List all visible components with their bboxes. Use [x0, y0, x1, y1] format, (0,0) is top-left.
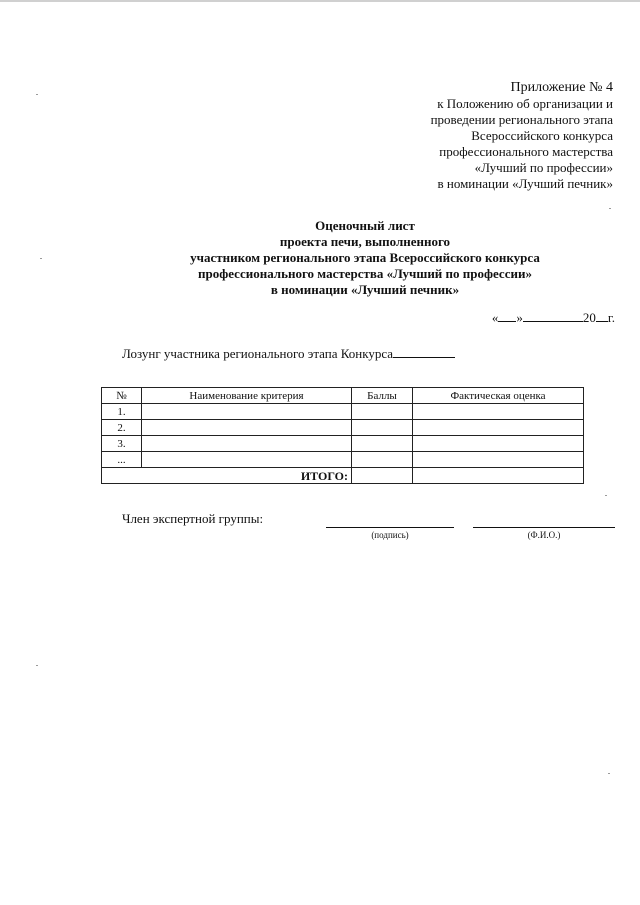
table-row	[102, 420, 584, 436]
actual-score-cell[interactable]	[413, 404, 584, 420]
points-cell[interactable]	[352, 404, 413, 420]
total-label: ИТОГО:	[142, 468, 352, 484]
points-cell[interactable]	[352, 436, 413, 452]
date-close-quote: »	[516, 310, 523, 325]
expert-label: Член экспертной группы:	[122, 511, 264, 526]
actual-score-cell[interactable]	[413, 452, 584, 468]
criterion-cell[interactable]	[142, 404, 352, 420]
table-row	[102, 404, 584, 420]
appendix-line: Всероссийского конкурса	[471, 128, 613, 143]
row-number: 1.	[102, 404, 142, 420]
row-number: 2.	[102, 420, 142, 436]
appendix-line: к Положению об организации и	[437, 96, 613, 111]
scan-edge-line	[0, 0, 640, 2]
appendix-line: проведении регионального этапа	[430, 112, 613, 127]
column-header-criterion: Наименование критерия	[142, 388, 352, 404]
title-line: Оценочный лист	[315, 218, 415, 233]
criterion-cell[interactable]	[142, 452, 352, 468]
total-empty-cell	[102, 468, 142, 484]
appendix-line: профессионального мастерства	[439, 144, 613, 159]
column-header-number: №	[102, 388, 142, 404]
title-line: в номинации «Лучший печник»	[270, 282, 460, 297]
criterion-cell[interactable]	[142, 420, 352, 436]
actual-score-cell[interactable]	[413, 420, 584, 436]
title-line: проекта печи, выполненного	[279, 234, 451, 249]
appendix-line: в номинации «Лучший печник»	[437, 176, 613, 191]
row-number: 3.	[102, 436, 142, 452]
table-row	[102, 436, 584, 452]
signature-caption: (подпись)	[371, 530, 409, 540]
scan-speck	[36, 94, 38, 95]
day-blank[interactable]	[498, 309, 516, 322]
scan-speck	[36, 665, 38, 666]
signature-line[interactable]	[326, 527, 454, 528]
date-year-suffix: г.	[607, 310, 615, 325]
row-number: ...	[102, 452, 142, 468]
document-title	[150, 218, 580, 298]
title-line: участником регионального этапа Всероссийского конкурса	[190, 250, 540, 265]
criterion-cell[interactable]	[142, 436, 352, 452]
column-header-points: Баллы	[352, 388, 413, 404]
table-header-row	[102, 388, 584, 404]
appendix-title: Приложение № 4	[510, 80, 613, 95]
date-year-prefix: 20	[582, 310, 596, 325]
slogan-blank[interactable]	[393, 346, 455, 358]
column-header-actual-score: Фактическая оценка	[413, 388, 584, 404]
points-cell[interactable]	[352, 452, 413, 468]
scan-speck	[40, 258, 42, 259]
table-total-row	[102, 468, 584, 484]
evaluation-table	[101, 387, 584, 484]
scan-speck	[609, 208, 611, 209]
date-line	[440, 309, 615, 326]
table-row	[102, 452, 584, 468]
actual-score-cell[interactable]	[413, 436, 584, 452]
scan-speck	[608, 773, 610, 774]
slogan-line	[122, 346, 455, 362]
appendix-line: «Лучший по профессии»	[474, 160, 613, 175]
appendix-header	[313, 80, 613, 192]
full-name-line[interactable]	[473, 527, 615, 528]
date-open-quote: «	[491, 310, 499, 325]
slogan-label: Лозунг участника регионального этапа Конкурса	[122, 346, 394, 361]
full-name-caption: (Ф.И.О.)	[527, 530, 561, 540]
scan-speck	[605, 495, 607, 496]
month-blank[interactable]	[523, 309, 583, 322]
year-blank[interactable]	[596, 309, 608, 322]
total-actual-score-cell[interactable]	[413, 468, 584, 484]
total-points-cell[interactable]	[352, 468, 413, 484]
title-line: профессионального мастерства «Лучший по профессии»	[198, 266, 532, 281]
points-cell[interactable]	[352, 420, 413, 436]
